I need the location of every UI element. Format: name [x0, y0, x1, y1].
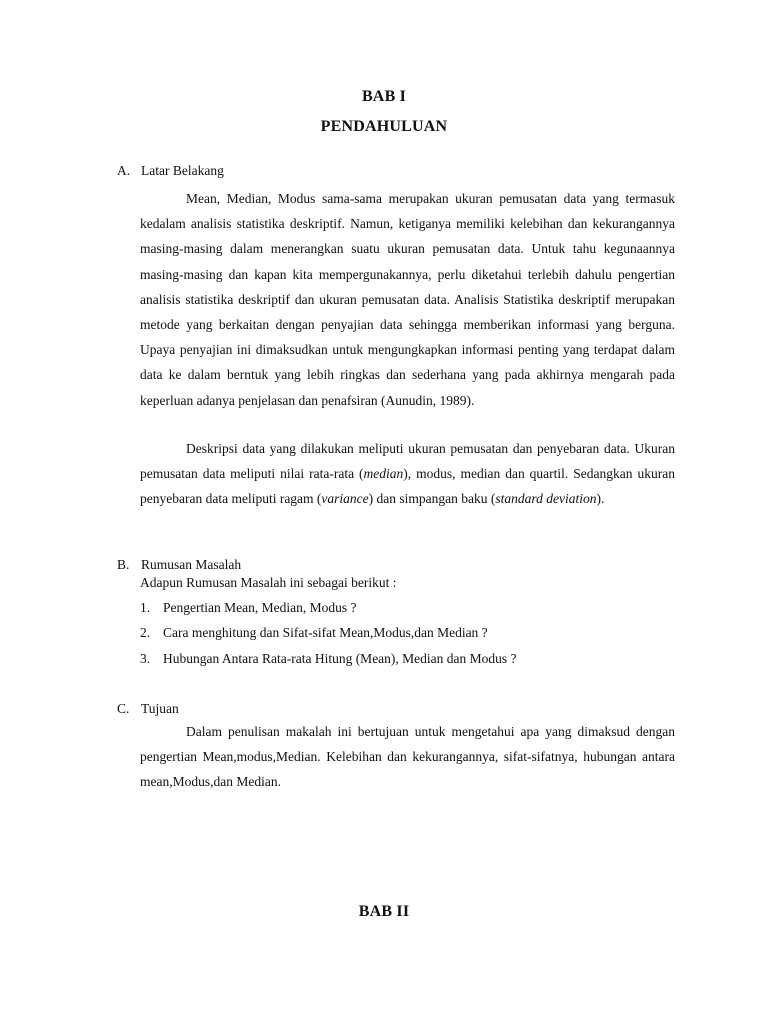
- p2-text-a: Deskripsi data yang dilakukan meliputi ukuran pemusatan dan penyebaran data. Ukuran pemusatan data meliputi nilai rata-rata (: [140, 441, 675, 482]
- section-a-title: Latar Belakang: [141, 163, 224, 178]
- p2-term-std: standard deviation: [495, 491, 597, 507]
- chapter-2-label: BAB II: [358, 903, 410, 920]
- section-b-intro: Adapun Rumusan Masalah ini sebagai berikut :: [140, 575, 397, 590]
- p2-term-variance: variance: [321, 491, 369, 507]
- section-a-paragraph-1: Mean, Median, Modus sama-sama merupakan ukuran pemusatan data yang termasuk kedalam analisis statistika deskriptif. Namun, ketiganya memiliki kelebihan dan kekurangannya masing-masing dalam menerangkan suatu ukuran pemusatan data. Untuk tahu kegunaannya masing-masing dan kapan kita mempergunakannya, perlu diketahui terlebih dahulu pengertian analisis statistika deskriptif dan ukuran pemusatan data. Analisis Statistika deskriptif merupakan metode yang berkaitan dengan penyajian data sehingga memberikan informasi yang berguna. Upaya penyajian ini dimaksudkan untuk mengungkapkan informasi penting yang terdapat dalam data ke dalam berntuk yang lebih ringkas dan sederhana yang pada akhirnya mengarah pada keperluan adanya penjelasan dan penafsiran (Aunudin, 1989).: [140, 191, 675, 408]
- p2-term-median: median: [363, 466, 404, 482]
- section-a-paragraph-2: [140, 436, 675, 512]
- list-item-text: Pengertian Mean, Median, Modus ?: [163, 600, 357, 615]
- section-b-marker: B.: [117, 557, 130, 572]
- section-a-marker: A.: [117, 163, 131, 178]
- section-c-title: Tujuan: [141, 701, 179, 716]
- section-b-heading: [117, 557, 241, 573]
- list-item-number: 2.: [140, 625, 151, 640]
- section-c-marker: C.: [117, 701, 130, 716]
- section-c-heading: [117, 701, 179, 717]
- p2-text-d: ).: [596, 491, 605, 507]
- list-item: [140, 625, 488, 641]
- section-b-title: Rumusan Masalah: [141, 557, 242, 572]
- list-item: [140, 651, 517, 667]
- chapter-1-label: BAB I: [361, 88, 407, 105]
- section-a-heading: [117, 163, 224, 179]
- list-item-text: Cara menghitung dan Sifat-sifat Mean,Modus,dan Median ?: [163, 625, 488, 640]
- list-item-text: Hubungan Antara Rata-rata Hitung (Mean), Median dan Modus ?: [163, 651, 517, 666]
- list-item: [140, 600, 356, 616]
- section-c-paragraph: Dalam penulisan makalah ini bertujuan untuk mengetahui apa yang dimaksud dengan pengertian Mean,modus,Median. Kelebihan dan kekurangannya, sifat-sifatnya, hubungan antara mean,Modus,dan Median.: [140, 724, 675, 790]
- list-item-number: 3.: [140, 651, 151, 666]
- p2-text-b: ), modus, median dan quartil. Sedangkan ukuran penyebaran data meliputi ragam (: [140, 466, 675, 507]
- chapter-1-title: PENDAHULUAN: [320, 118, 448, 135]
- list-item-number: 1.: [140, 600, 151, 615]
- p2-text-c: ) dan simpangan baku (: [368, 491, 496, 507]
